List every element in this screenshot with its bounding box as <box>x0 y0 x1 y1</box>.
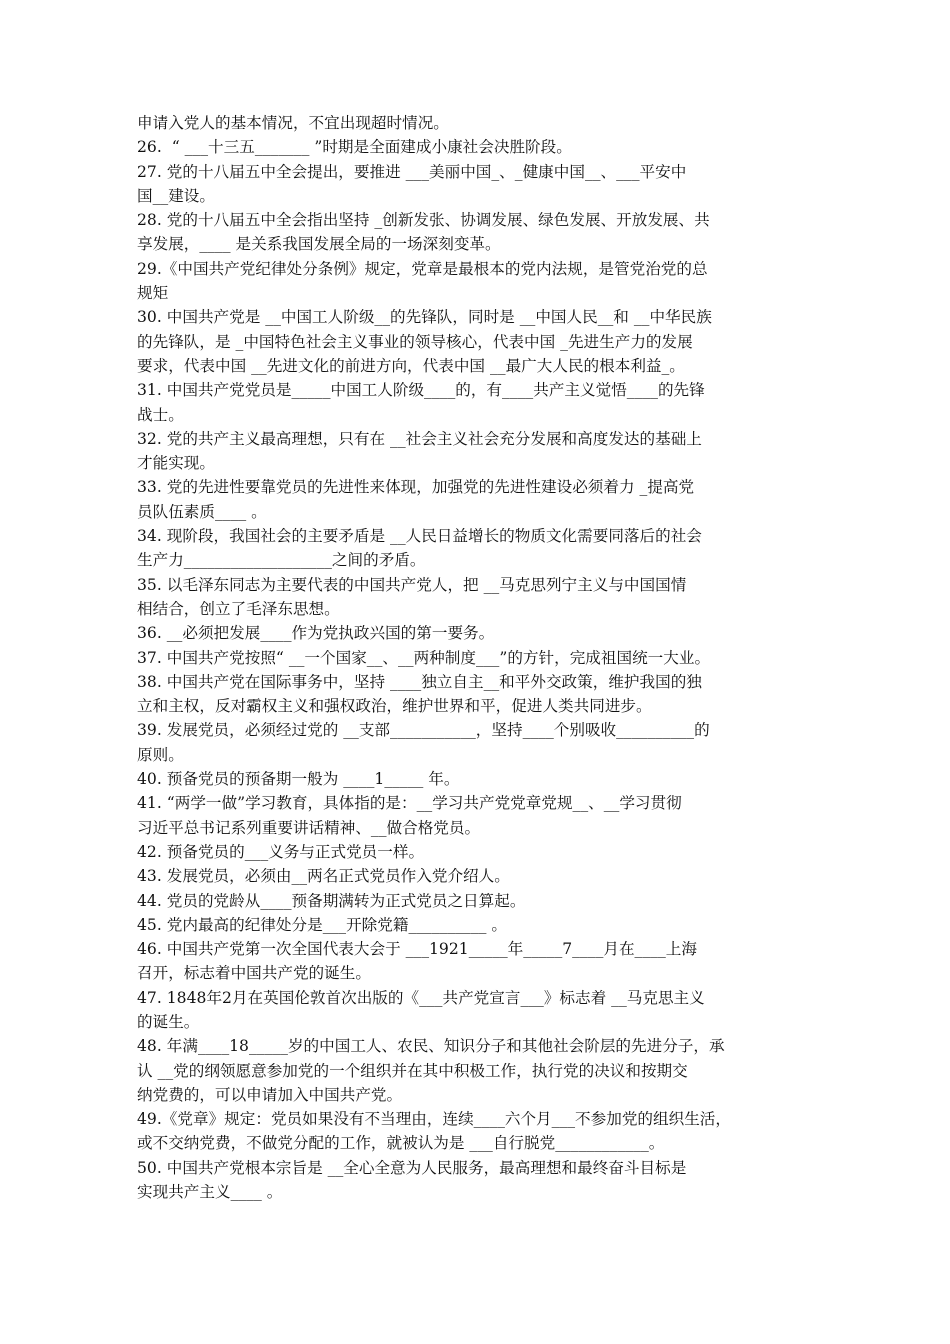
text-line: 要求，代表中国 __先进文化的前进方向，代表中国 __最广大人民的根本利益_。 <box>137 356 685 375</box>
text-line: 39. 发展党员，必须经过党的 __支部___________，坚持____个别吸收__________的 <box>137 721 710 740</box>
text-line: 47. 1848年2月在英国伦敦首次出版的《___共产党宣言___》标志着 __马克思主义 <box>137 988 705 1007</box>
text-line: 42. 预备党员的___义务与正式党员一样。 <box>137 842 425 861</box>
text-line: 召开，标志着中国共产党的诞生。 <box>137 964 371 983</box>
text-line: 享发展，____ 是关系我国发展全局的一场深刻变革。 <box>137 235 501 254</box>
text-line: 的先锋队，是 _中国特色社会主义事业的领导核心，代表中国 _先进生产力的发展 <box>137 332 693 351</box>
text-line: 30. 中国共产党是 __中国工人阶级__的先锋队，同时是 __中国人民__和 __中华民族 <box>137 308 712 327</box>
text-line: 36. __必须把发展____作为党执政兴国的第一要务。 <box>137 624 495 643</box>
text-line: 27. 党的十八届五中全会提出，要推进 ___美丽中国_、_健康中国__、___平安中 <box>137 162 687 181</box>
text-line: 31. 中国共产党党员是_____中国工人阶级____的，有____共产主义觉悟____的先锋 <box>137 381 705 400</box>
text-line: 申请入党人的基本情况，不宜出现超时情况。 <box>137 114 449 132</box>
text-line: 原则。 <box>137 745 184 764</box>
text-line: 的诞生。 <box>137 1012 200 1031</box>
text-line: 35. 以毛泽东同志为主要代表的中国共产党人，把 __马克思列宁主义与中国国情 <box>137 575 687 594</box>
text-line: 43. 发展党员，必须由__两名正式党员作入党介绍人。 <box>137 867 510 886</box>
text-line: 28. 党的十八届五中全会指出坚持 _创新发张、协调发展、绿色发展、开放发展、共 <box>137 211 710 230</box>
text-line: 29.《中国共产党纪律处分条例》规定，党章是最根本的党内法规，是管党治党的总 <box>137 259 708 278</box>
text-line: 才能实现。 <box>137 454 215 473</box>
text-line: 习近平总书记系列重要讲话精神、__做合格党员。 <box>137 818 481 837</box>
text-line: 认 __党的纲领愿意参加党的一个组织并在其中积极工作，执行党的决议和按期交 <box>137 1061 688 1080</box>
text-line: 48. 年满____18_____岁的中国工人、农民、知识分子和其他社会阶层的先进分子，承 <box>137 1037 725 1056</box>
text-line: 44. 党员的党龄从____预备期满转为正式党员之日算起。 <box>137 891 526 910</box>
text-line: 46. 中国共产党第一次全国代表大会于 ___1921_____年_____7____月在____上海 <box>137 940 697 959</box>
text-line: 或不交纳党费，不做党分配的工作，就被认为是 ___自行脱党____________。 <box>137 1134 665 1153</box>
text-line: 34. 现阶段，我国社会的主要矛盾是 __人民日益增长的物质文化需要同落后的社会 <box>137 527 702 546</box>
text-line: 员队伍素质____ 。 <box>137 502 267 521</box>
text-line: 38. 中国共产党在国际事务中，坚持 ____独立自主__和平外交政策，维护我国的独 <box>137 672 702 691</box>
text-line: 33. 党的先进性要靠党员的先进性来体现，加强党的先进性建设必须着力 _提高党 <box>137 478 695 497</box>
text-line: 相结合，创立了毛泽东思想。 <box>137 599 340 618</box>
text-line: 49.《党章》规定：党员如果没有不当理由，连续____六个月___不参加党的组织生活， <box>137 1110 731 1129</box>
text-line: 26. “ ___十三五_______ ”时期是全面建成小康社会决胜阶段。 <box>137 138 572 157</box>
text-line: 50. 中国共产党根本宗旨是 __全心全意为人民服务，最高理想和最终奋斗目标是 <box>137 1158 687 1177</box>
text-line: 生产力___________________之间的矛盾。 <box>137 551 426 570</box>
text-line: 纳党费的，可以申请加入中国共产党。 <box>137 1085 403 1104</box>
document-body <box>137 111 817 1204</box>
text-line: 45. 党内最高的纪律处分是___开除党籍__________ 。 <box>137 915 507 934</box>
text-line: 战士。 <box>137 405 184 424</box>
text-line: 37. 中国共产党按照“ __一个国家__、__两种制度___”的方针，完成祖国统一大业。 <box>137 648 711 667</box>
text-line: 国__建设。 <box>137 186 215 205</box>
text-line: 40. 预备党员的预备期一般为 ____1_____ 年。 <box>137 770 460 789</box>
text-line: 立和主权，反对霸权主义和强权政治，维护世界和平，促进人类共同进步。 <box>137 697 652 716</box>
text-line: 41. “两学一做”学习教育，具体指的是：__学习共产党党章党规__、__学习贯彻 <box>137 794 682 813</box>
text-line: 32. 党的共产主义最高理想，只有在 __社会主义社会充分发展和高度发达的基础上 <box>137 429 702 448</box>
text-line: 实现共产主义____ 。 <box>137 1183 283 1202</box>
text-line: 规矩 <box>137 284 169 303</box>
